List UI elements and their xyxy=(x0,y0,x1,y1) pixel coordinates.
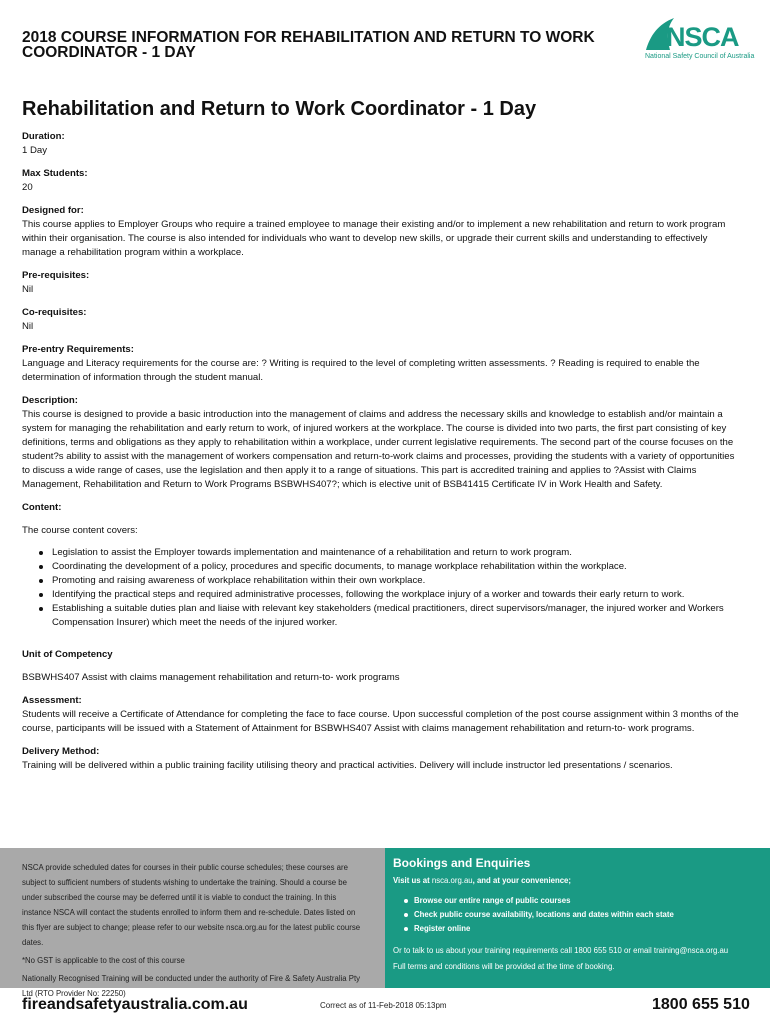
gst-note: *No GST is applicable to the cost of this course xyxy=(22,956,185,965)
content-list xyxy=(37,546,742,630)
unit-section xyxy=(22,648,742,685)
unit-text: BSBWHS407 Assist with claims management rehabilitation and return-to- work programs xyxy=(22,672,400,683)
list-item: Legislation to assist the Employer towards implementation and maintenance of a rehabilitation and return to work program. xyxy=(37,546,742,560)
description-label: Description: xyxy=(22,395,78,406)
course-title: Rehabilitation and Return to Work Coordinator - 1 Day xyxy=(22,98,537,120)
terms-text: Full terms and conditions will be provided at the time of booking. xyxy=(393,962,615,971)
scheduling-notice xyxy=(0,848,385,998)
list-item: Promoting and raising awareness of workplace rehabilitation within their own workplace. xyxy=(37,574,742,588)
booking-options xyxy=(403,894,760,936)
description-text: This course is designed to provide a basic introduction into the management of claims and address the necessary skills and knowledge to establish and/or maintain a system for managing the rehabilitation and early return to work, of injured workers at the workplace. The course is divided into two parts, the first part consisting of key definitions, terms and obligations as they apply to rehabilitation within a workplace, under current legislative requirements. The second part of the course focuses on the student?s ability to assist with the management of workers compensation and return-to-work claims and processes, providing the students with a variety of opportunities to discuss a wide range of cases, use the legislation and then apply it to a range of situations. This part is accredited training and applies to ?Assist with Claims Management, Rehabilitation and Return to Work Programs BSBWHS407?; which is elective unit of BSB41415 Certificate IV in Work Health and Safety. xyxy=(22,409,735,490)
duration-value: 1 Day xyxy=(22,145,48,156)
assessment-text: Students will receive a Certificate of Attendance for completing the face to face course. Upon successful completion of the post course assignment within 3 months of the course, participants will be issued with a Statement of Attainment for BSBWHS407 Assist with claims management rehabilitation and return-to- work programs. xyxy=(22,709,739,734)
phone-number[interactable]: 1800 655 510 xyxy=(652,996,750,1013)
delivery-text: Training will be delivered within a public training facility utilising theory and practical activities. Delivery will include instructor led presentations / scenarios. xyxy=(22,760,673,771)
duration-section xyxy=(22,130,742,158)
preentry-label: Pre-entry Requirements: xyxy=(22,344,134,355)
prerequisites-value: Nil xyxy=(22,284,34,295)
content-section xyxy=(22,501,742,630)
visit-suffix: , and at your convenience; xyxy=(472,876,571,885)
list-item: Coordinating the development of a policy, procedures and specific documents, to manage workplace rehabilitation within the workplace. xyxy=(37,560,742,574)
max-students-value: 20 xyxy=(22,182,33,193)
list-item: Check public course availability, locations and dates within each state xyxy=(403,908,760,922)
designed-for-label: Designed for: xyxy=(22,205,84,216)
prerequisites-label: Pre-requisites: xyxy=(22,270,90,281)
list-item: Identifying the practical steps and required administrative processes, following the workplace injury of a worker and towards their early return to work. xyxy=(37,588,742,602)
assessment-section xyxy=(22,694,742,736)
content-label: Content: xyxy=(22,502,62,513)
visit-line xyxy=(393,874,760,888)
bottom-bar xyxy=(0,988,770,1024)
delivery-label: Delivery Method: xyxy=(22,746,100,757)
correct-as-date: Correct as of 11-Feb-2018 05:13pm xyxy=(320,1001,447,1010)
bookings-panel xyxy=(385,848,770,988)
content-intro: The course content covers: xyxy=(22,525,138,536)
assessment-label: Assessment: xyxy=(22,695,82,706)
designed-for-section xyxy=(22,204,742,260)
prerequisites-section xyxy=(22,269,742,297)
course-details xyxy=(22,130,742,782)
contact-text: Or to talk to us about your training requirements call 1800 655 510 or email training@nsca.org.au xyxy=(393,946,729,955)
corequisites-section xyxy=(22,306,742,334)
bookings-title: Bookings and Enquiries xyxy=(393,856,531,870)
list-item: Browse our entire range of public courses xyxy=(403,894,760,908)
document-header-title: 2018 COURSE INFORMATION FOR REHABILITATION AND RETURN TO WORK COORDINATOR - 1 DAY xyxy=(22,29,595,61)
list-item: Register online xyxy=(403,922,760,936)
website-link[interactable]: fireandsafetyaustralia.com.au xyxy=(22,996,248,1013)
corequisites-label: Co-requisites: xyxy=(22,307,87,318)
delivery-section xyxy=(22,745,742,773)
visit-prefix: Visit us at xyxy=(393,876,430,885)
unit-label: Unit of Competency xyxy=(22,649,113,660)
preentry-section xyxy=(22,343,742,385)
list-item: Establishing a suitable duties plan and liaise with relevant key stakeholders (medical practitioners, direct supervisors/manager, the injured worker and Workers Compensation Insurer) which meet the needs of the injured worker. xyxy=(37,602,742,630)
description-section xyxy=(22,394,742,492)
logo-wordmark: NSCA xyxy=(666,22,739,52)
duration-label: Duration: xyxy=(22,131,65,142)
scheduling-text: NSCA provide scheduled dates for courses in their public course schedules; these courses are subject to sufficient numbers of students wishing to undertake the training. Should a course be under subscribed the course may be deferred until it is viable to conduct the training. In this instance NSCA will contact the students enrolled to inform them and re-schedule. Dates listed on this flyer are subject to change; please refer to our website nsca.org.au for the latest public course dates. xyxy=(22,863,361,947)
visit-link[interactable]: nsca.org.au xyxy=(431,876,473,885)
rto-note: Nationally Recognised Training will be conducted under the authority of Fire & Safety Australia Pty Ltd (RTO Provider No: 22250) xyxy=(22,974,361,998)
nsca-logo xyxy=(644,16,754,62)
corequisites-value: Nil xyxy=(22,321,34,332)
preentry-text: Language and Literacy requirements for the course are: ? Writing is required to the level of completing written assessments. ? Reading is required to enable the determination of information through the student manual. xyxy=(22,358,700,383)
logo-subtext: National Safety Council of Australia xyxy=(645,53,755,60)
designed-for-text: This course applies to Employer Groups who require a trained employee to manage their existing and/or to implement a new rehabilitation and return to work program within their organisation. The course is also intended for individuals who want to develop new skills, or upgrade their current skills and understanding to effectively manage a rehabilitation program within a workplace. xyxy=(22,219,726,258)
max-students-section xyxy=(22,167,742,195)
max-students-label: Max Students: xyxy=(22,168,88,179)
